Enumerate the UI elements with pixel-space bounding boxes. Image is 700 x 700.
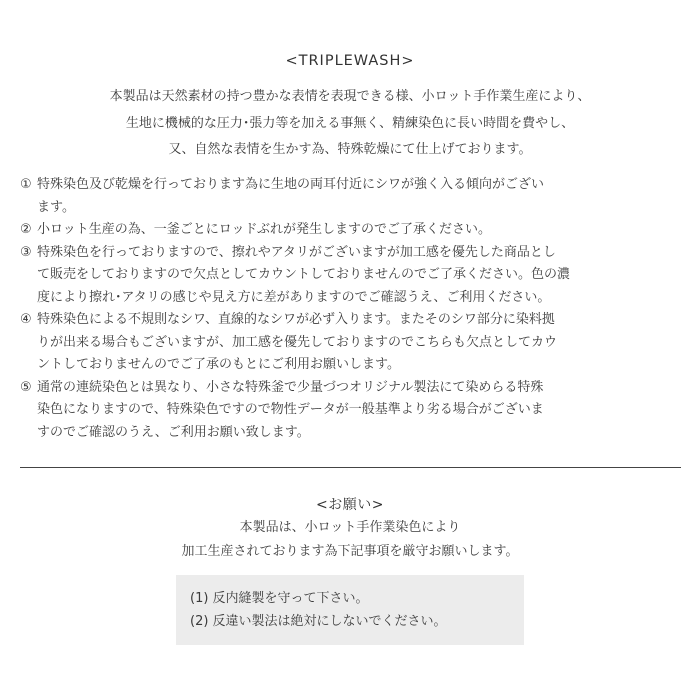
note-item-2 xyxy=(20,219,685,242)
intro-line: 生地に機械的な圧力･張力等を加える事無く、精練染色に長い時間を費やし、 xyxy=(125,115,575,131)
note-item-1 xyxy=(20,174,685,219)
note-item-3 xyxy=(20,242,685,310)
note-number: ② xyxy=(20,222,32,237)
note-line: て販売をしておりますので欠点としてカウントしておりませんのでご了承ください。色の濃 xyxy=(37,267,571,282)
request-heading: <お願い> xyxy=(316,497,384,513)
note-line: 度により擦れ･アタリの感じや見え方に差がありますのでご確認うえ、ご利用ください。 xyxy=(37,289,551,305)
note-line: すのでご確認のうえ、ご利用お願い致します。 xyxy=(37,424,310,440)
note-line: 通常の連続染色とは異なり、小さな特殊釜で少量づつオリジナル製法にて染めらる特殊 xyxy=(37,379,544,395)
intro-line: 本製品は天然素材の持つ豊かな表情を表現できる様、小ロット手作業生産により、 xyxy=(109,89,591,104)
rule-item-1: (1) 反内縫製を守って下さい。 xyxy=(190,591,369,606)
intro-paragraph xyxy=(0,84,700,164)
request-line: 本製品は、小ロット手作業染色により xyxy=(239,520,461,535)
section-divider xyxy=(20,467,681,468)
note-line: 染色になりますので、特殊染色ですので物性データが一般基準より劣る場合がございま xyxy=(37,402,544,417)
request-paragraph xyxy=(0,516,700,564)
note-item-4 xyxy=(20,309,685,377)
note-line: ントしておりませんのでご了承のもとにご利用お願いします。 xyxy=(37,357,400,372)
note-line: 特殊染色を行っておりますので、擦れやアタリがございますが加工感を優先した商品とし xyxy=(37,244,556,260)
note-line: 特殊染色及び乾燥を行っております為に生地の両耳付近にシワが強く入る傾向がござい xyxy=(37,177,545,192)
note-number: ① xyxy=(20,177,32,192)
intro-line: 又、自然な表情を生かす為、特殊乾燥にて仕上げております。 xyxy=(168,142,532,157)
request-line: 加工生産されております為下記事項を厳守お願いします。 xyxy=(181,544,519,559)
note-number: ④ xyxy=(20,312,32,327)
note-number: ③ xyxy=(20,244,32,260)
triplewash-heading: <TRIPLEWASH> xyxy=(285,53,415,69)
rule-item-2: (2) 反違い製法は絶対にしないでください。 xyxy=(190,614,447,629)
note-number: ⑤ xyxy=(20,379,32,395)
note-line: 特殊染色による不規則なシワ、直線的なシワが必ず入ります。またそのシワ部分に染料拠 xyxy=(37,312,555,327)
notes-list xyxy=(20,174,685,444)
note-line: 小ロット生産の為、一釜ごとにロッドぶれが発生しますのでご了承ください。 xyxy=(37,222,491,237)
rules-list xyxy=(190,587,447,633)
note-item-5 xyxy=(20,377,685,445)
note-line: ます。 xyxy=(37,199,75,215)
note-line: りが出来る場合もございますが、加工感を優先しておりますのでこちらも欠点としてカウ xyxy=(37,334,558,350)
